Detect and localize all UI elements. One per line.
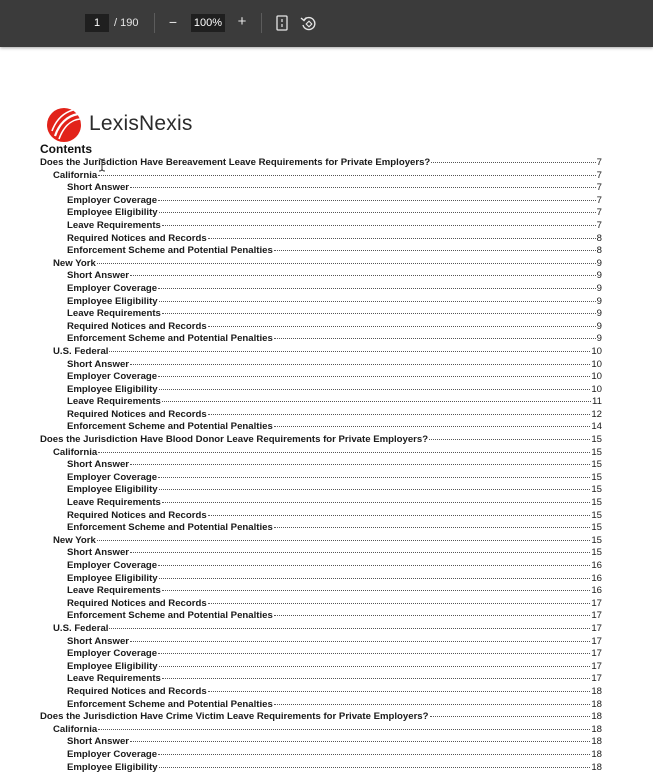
toc-entry[interactable]: [40, 233, 602, 246]
toc-leader-dots: [208, 515, 591, 516]
toc-entry[interactable]: [40, 447, 602, 460]
toc-entry-page: 18: [591, 723, 602, 735]
toc-entry-label: Employer Coverage: [67, 371, 158, 383]
toc-leader-dots: [130, 187, 596, 188]
toc-entry[interactable]: [40, 296, 602, 309]
toc-entry[interactable]: [40, 195, 602, 208]
toc-entry-page: 17: [591, 597, 602, 609]
toc-entry-page: 17: [591, 635, 602, 647]
toc-entry-label: California: [53, 723, 98, 735]
toc-entry[interactable]: [40, 182, 602, 195]
toc-leader-dots: [159, 301, 596, 302]
toc-leader-dots: [158, 477, 590, 478]
toc-entry-page: 7: [596, 219, 602, 231]
toc-leader-dots: [274, 338, 596, 339]
toc-entry-page: 7: [596, 182, 602, 194]
toc-entry-label: Leave Requirements: [67, 219, 161, 231]
toc-entry-page: 9: [596, 320, 602, 332]
toc-leader-dots: [208, 691, 591, 692]
toc-entry-label: Enforcement Scheme and Potential Penalties: [67, 421, 273, 433]
toc-entry-label: Leave Requirements: [67, 308, 161, 320]
toc-leader-dots: [97, 263, 596, 264]
toc-entry[interactable]: [40, 573, 602, 586]
toc-entry-label: Short Answer: [67, 736, 130, 748]
toc-leader-dots: [208, 326, 596, 327]
toc-entry-label: Enforcement Scheme and Potential Penalties: [67, 698, 273, 710]
toc-entry-label: Enforcement Scheme and Potential Penalties: [67, 333, 273, 345]
toc-entry-page: 18: [591, 736, 602, 748]
toc-leader-dots: [162, 313, 596, 314]
toc-entry-label: Short Answer: [67, 358, 130, 370]
toc-entry-label: Employee Eligibility: [67, 207, 158, 219]
toc-entry[interactable]: [40, 270, 602, 283]
toc-entry-label: Enforcement Scheme and Potential Penalties: [67, 610, 273, 622]
toc-entry-label: Leave Requirements: [67, 585, 161, 597]
toc-entry-label: New York: [53, 534, 96, 546]
toc-entry[interactable]: [40, 762, 602, 775]
toc-entry-page: 10: [591, 371, 602, 383]
toc-entry-label: Does the Jurisdiction Have Crime Victim Leave Requirements for Private Employers?: [40, 711, 429, 723]
toc-entry[interactable]: [40, 396, 602, 409]
toc-entry-label: U.S. Federal: [53, 622, 109, 634]
toc-entry-label: Short Answer: [67, 547, 130, 559]
toc-entry-page: 14: [591, 421, 602, 433]
toc-entry-page: 12: [591, 408, 602, 420]
toc-entry-label: Short Answer: [67, 182, 130, 194]
toc-entry[interactable]: [40, 673, 602, 686]
toc-entry-page: 7: [596, 194, 602, 206]
toc-leader-dots: [130, 641, 590, 642]
toc-entry-page: 9: [596, 282, 602, 294]
toc-entry[interactable]: [40, 711, 602, 724]
toc-entry-page: 18: [591, 698, 602, 710]
toc-leader-dots: [158, 653, 590, 654]
toc-entry[interactable]: [40, 724, 602, 737]
toc-entry-label: Enforcement Scheme and Potential Penalties: [67, 245, 273, 257]
toc-leader-dots: [208, 238, 596, 239]
toc-entry-page: 15: [591, 509, 602, 521]
toc-entry-label: Required Notices and Records: [67, 408, 207, 420]
toc-leader-dots: [159, 212, 596, 213]
toc-entry[interactable]: [40, 359, 602, 372]
toc-entry[interactable]: [40, 258, 602, 271]
toc-entry-label: Short Answer: [67, 459, 130, 471]
toc-leader-dots: [208, 603, 591, 604]
toc-leader-dots: [158, 200, 596, 201]
toc-entry[interactable]: [40, 283, 602, 296]
toc-entry-label: Employer Coverage: [67, 748, 158, 760]
toc-entry-label: Employee Eligibility: [67, 484, 158, 496]
toc-leader-dots: [158, 754, 590, 755]
text-cursor-icon: [97, 158, 107, 172]
toc-entry-page: 15: [591, 434, 602, 446]
toc-entry-label: Employee Eligibility: [67, 761, 158, 773]
toc-entry[interactable]: [40, 245, 602, 258]
toc-leader-dots: [98, 175, 595, 176]
toc-entry[interactable]: [40, 560, 602, 573]
rotate-icon[interactable]: [300, 15, 316, 31]
toc-entry-label: Required Notices and Records: [67, 509, 207, 521]
toc-leader-dots: [109, 351, 590, 352]
toc-entry-page: 9: [596, 270, 602, 282]
toc-leader-dots: [130, 364, 590, 365]
toc-entry-page: 8: [596, 232, 602, 244]
toc-leader-dots: [431, 162, 595, 163]
fit-to-page-icon[interactable]: [276, 15, 288, 31]
toc-leader-dots: [162, 502, 590, 503]
toc-entry-label: Employee Eligibility: [67, 660, 158, 672]
toc-entry-label: Employee Eligibility: [67, 572, 158, 584]
toc-entry-label: Employer Coverage: [67, 282, 158, 294]
toc-leader-dots: [159, 389, 591, 390]
toc-entry-label: Required Notices and Records: [67, 232, 207, 244]
zoom-level-input[interactable]: 100%: [191, 14, 225, 32]
toc-leader-dots: [274, 615, 591, 616]
toc-entry[interactable]: [40, 648, 602, 661]
toc-entry-label: Does the Jurisdiction Have Blood Donor Leave Requirements for Private Employers?: [40, 434, 429, 446]
toc-entry-page: 7: [596, 207, 602, 219]
toc-entry[interactable]: [40, 522, 602, 535]
toc-entry-page: 17: [591, 648, 602, 660]
toc-entry-label: Does the Jurisdiction Have Bereavement Leave Requirements for Private Employers?: [40, 157, 431, 168]
toc-entry-label: Required Notices and Records: [67, 685, 207, 697]
toc-entry[interactable]: [40, 636, 602, 649]
toc-entry-label: Employer Coverage: [67, 560, 158, 571]
toc-entry[interactable]: [40, 510, 602, 523]
brand-name: LexisNexis: [89, 112, 193, 135]
toc-entry-page: 9: [596, 257, 602, 269]
page-count: / 190: [114, 17, 139, 29]
toc-entry-label: Employer Coverage: [67, 648, 158, 660]
zoom-in-button[interactable]: +: [237, 13, 247, 30]
toc-entry-page: 16: [591, 560, 602, 571]
toc-leader-dots: [274, 426, 591, 427]
toc-entry-page: 7: [596, 169, 602, 181]
zoom-out-button[interactable]: −: [168, 14, 178, 30]
toc-leader-dots: [130, 741, 590, 742]
toc-leader-dots: [162, 401, 591, 402]
toc-entry-page: 16: [591, 572, 602, 584]
toc-entry-label: Employee Eligibility: [67, 383, 158, 395]
toc-entry-page: 10: [591, 383, 602, 395]
toc-leader-dots: [429, 439, 590, 440]
toc-entry-page: 9: [596, 295, 602, 307]
table-of-contents: [40, 157, 602, 774]
toc-leader-dots: [158, 376, 590, 377]
toc-entry[interactable]: [40, 547, 602, 560]
toc-leader-dots: [162, 225, 596, 226]
toc-entry-label: California: [53, 446, 98, 458]
toc-entry-page: 15: [591, 522, 602, 534]
toc-entry-label: Employer Coverage: [67, 471, 158, 483]
toc-entry[interactable]: [40, 484, 602, 497]
toc-entry-page: 17: [591, 622, 602, 634]
toc-entry-page: 15: [591, 459, 602, 471]
toc-entry[interactable]: [40, 308, 602, 321]
toc-entry-page: 17: [591, 673, 602, 685]
toc-leader-dots: [162, 590, 590, 591]
toc-leader-dots: [159, 767, 591, 768]
toc-entry[interactable]: [40, 157, 602, 170]
toc-entry-page: 15: [591, 534, 602, 546]
toc-entry-label: Leave Requirements: [67, 497, 161, 509]
toc-entry-page: 18: [591, 685, 602, 697]
toc-entry-page: 11: [592, 396, 602, 408]
toc-entry[interactable]: [40, 371, 602, 384]
toc-entry-label: Required Notices and Records: [67, 597, 207, 609]
toc-entry-label: Employee Eligibility: [67, 295, 158, 307]
toc-entry[interactable]: [40, 170, 602, 183]
toc-entry-label: California: [53, 169, 98, 181]
toc-entry[interactable]: [40, 661, 602, 674]
toc-entry-page: 9: [596, 308, 602, 320]
toc-entry-label: Leave Requirements: [67, 673, 161, 685]
toc-entry[interactable]: [40, 321, 602, 334]
toc-entry-page: 15: [591, 497, 602, 509]
contents-heading: Contents: [40, 142, 92, 156]
lexisnexis-logo-icon: [45, 106, 83, 144]
toc-leader-dots: [130, 464, 590, 465]
toc-leader-dots: [98, 729, 590, 730]
toc-leader-dots: [158, 288, 596, 289]
toc-leader-dots: [130, 275, 596, 276]
toc-entry-page: 17: [591, 610, 602, 622]
toc-entry-page: 16: [591, 585, 602, 597]
toc-leader-dots: [274, 250, 596, 251]
toolbar-divider: [154, 13, 155, 33]
toc-leader-dots: [159, 578, 591, 579]
toc-entry[interactable]: [40, 220, 602, 233]
toc-entry[interactable]: [40, 610, 602, 623]
toc-entry-page: 17: [591, 660, 602, 672]
toc-entry-page: 15: [591, 471, 602, 483]
toc-entry-page: 15: [591, 446, 602, 458]
toc-leader-dots: [159, 489, 591, 490]
toc-leader-dots: [274, 527, 591, 528]
page-number-input[interactable]: 1: [85, 14, 109, 32]
toc-leader-dots: [162, 678, 590, 679]
toc-entry[interactable]: [40, 421, 602, 434]
toc-entry-label: Short Answer: [67, 635, 130, 647]
toc-entry-page: 18: [591, 748, 602, 760]
toc-entry[interactable]: [40, 585, 602, 598]
toc-entry[interactable]: [40, 497, 602, 510]
toc-entry-page: 18: [591, 761, 602, 773]
toc-leader-dots: [208, 414, 591, 415]
toc-entry[interactable]: [40, 333, 602, 346]
toc-entry[interactable]: [40, 472, 602, 485]
toc-entry-label: New York: [53, 257, 96, 269]
toc-entry[interactable]: [40, 535, 602, 548]
toc-entry[interactable]: [40, 623, 602, 636]
toc-leader-dots: [109, 628, 590, 629]
toc-entry[interactable]: [40, 699, 602, 712]
toc-entry-label: Employer Coverage: [67, 194, 158, 206]
toc-entry[interactable]: [40, 409, 602, 422]
toc-entry[interactable]: [40, 459, 602, 472]
toc-entry-label: Enforcement Scheme and Potential Penalties: [67, 522, 273, 534]
toc-entry-label: Leave Requirements: [67, 396, 161, 408]
toc-entry-label: Required Notices and Records: [67, 320, 207, 332]
toolbar-divider: [261, 13, 262, 33]
toc-leader-dots: [98, 452, 590, 453]
toc-leader-dots: [158, 565, 590, 566]
toc-entry-page: 10: [591, 358, 602, 370]
toc-leader-dots: [159, 666, 591, 667]
toc-entry[interactable]: [40, 686, 602, 699]
toc-entry[interactable]: [40, 434, 602, 447]
toc-entry-page: 15: [591, 547, 602, 559]
toc-entry-page: 15: [591, 484, 602, 496]
toc-entry[interactable]: [40, 207, 602, 220]
toc-entry-label: U.S. Federal: [53, 345, 109, 357]
toc-entry[interactable]: [40, 346, 602, 359]
toc-entry[interactable]: [40, 749, 602, 762]
toc-entry[interactable]: [40, 384, 602, 397]
toc-leader-dots: [274, 704, 591, 705]
toc-leader-dots: [97, 540, 590, 541]
pdf-toolbar: [0, 0, 653, 47]
toc-entry-page: 7: [596, 157, 602, 168]
toc-entry-page: 8: [596, 245, 602, 257]
toc-leader-dots: [130, 552, 590, 553]
toc-leader-dots: [430, 716, 591, 717]
toc-entry-page: 18: [591, 711, 602, 723]
toc-entry-label: Short Answer: [67, 270, 130, 282]
toc-entry[interactable]: [40, 736, 602, 749]
toc-entry-page: 10: [591, 345, 602, 357]
toc-entry-page: 9: [596, 333, 602, 345]
toc-entry[interactable]: [40, 598, 602, 611]
